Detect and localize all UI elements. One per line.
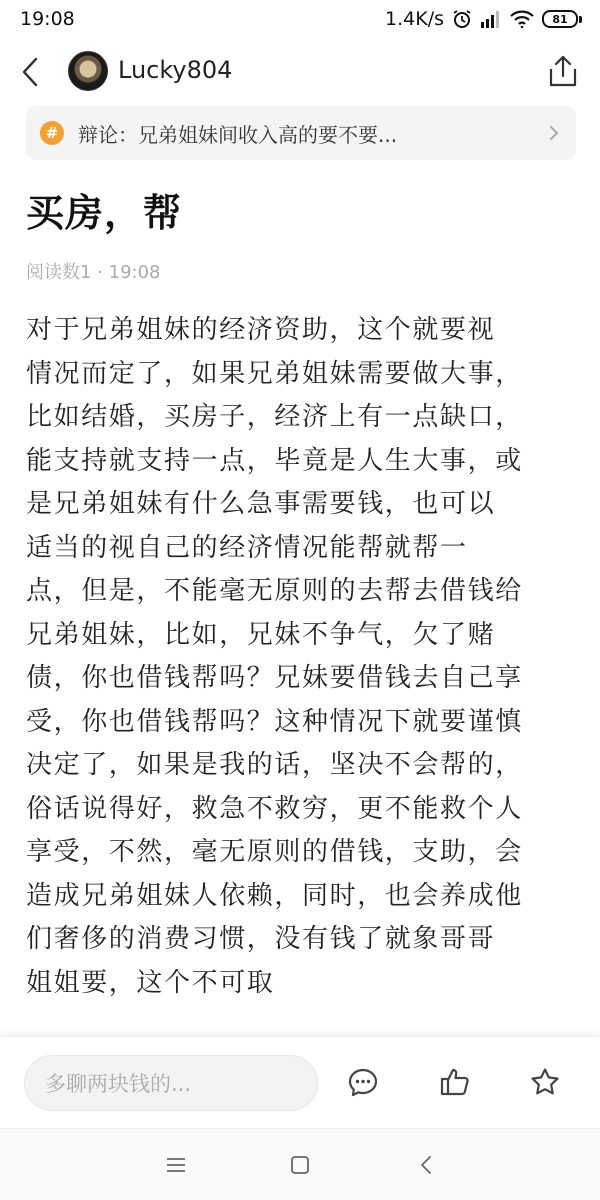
article-title: 买房，帮 [26, 191, 183, 235]
chevron-left-icon [21, 57, 39, 87]
article-line: 受，你也借钱帮吗？这种情况下就要谨慎 [26, 706, 523, 737]
avatar[interactable] [68, 51, 108, 91]
star-icon [529, 1066, 561, 1098]
back-button[interactable] [16, 54, 44, 90]
share-icon [548, 54, 578, 88]
article-line: 能支持就支持一点，毕竟是人生大事，或 [26, 445, 523, 476]
article-meta: 阅读数1 · 19:08 [26, 262, 161, 283]
home-nav-button[interactable] [288, 1153, 312, 1177]
favorite-button[interactable] [528, 1065, 562, 1099]
article-line: 比如结婚，买房子，经济上有一点缺口， [26, 402, 523, 432]
comment-button[interactable] [346, 1065, 380, 1099]
battery-tip [579, 16, 582, 23]
battery-level: 81 [542, 10, 578, 28]
article-line: 们奢侈的消费习惯，没有钱了就象哥哥 [26, 924, 496, 954]
article-body [26, 309, 578, 1037]
status-bar [0, 0, 600, 38]
status-time: 19:08 [20, 8, 75, 30]
share-button[interactable] [546, 52, 580, 90]
comment-input[interactable] [24, 1055, 318, 1111]
status-icons [385, 8, 582, 30]
article-line: 兄弟姐妹，比如，兄妹不争气，欠了赌 [26, 619, 496, 650]
thumbs-up-icon [439, 1066, 471, 1098]
wifi-icon [510, 10, 534, 28]
chevron-right-icon [546, 123, 562, 143]
article-line: 适当的视自己的经济情况能帮就帮一 [26, 532, 468, 563]
back-nav-button[interactable] [414, 1153, 438, 1177]
article-line: 享受，不然，毫无原则的借钱，支助，会 [26, 837, 523, 867]
bottom-action-bar [0, 1036, 600, 1128]
square-icon [290, 1155, 310, 1175]
alarm-icon [452, 9, 472, 29]
article-line: 情况而定了，如果兄弟姐妹需要做大事， [26, 358, 523, 389]
triangle-back-icon [419, 1155, 433, 1175]
system-nav-bar [0, 1128, 600, 1200]
article-line: 点，但是，不能毫无原则的去帮去借钱给 [26, 576, 523, 606]
menu-nav-button[interactable] [164, 1153, 188, 1177]
topic-banner[interactable] [26, 106, 576, 160]
article-line: 俗话说得好，救急不救穷，更不能救个人 [26, 793, 523, 824]
article-line: 是兄弟姐妹有什么急事需要钱，也可以 [26, 489, 496, 519]
comment-icon [347, 1066, 379, 1098]
menu-icon [166, 1156, 186, 1174]
signal-icon [480, 10, 502, 28]
topic-text: 辩论：兄弟姐妹间收入高的要不要... [78, 122, 398, 147]
article-line: 债，你也借钱帮吗？兄妹要借钱去自己享 [26, 663, 523, 693]
like-button[interactable] [438, 1065, 472, 1099]
battery-indicator [542, 10, 582, 28]
network-speed: 1.4K/s [385, 8, 444, 30]
username[interactable]: Lucky804 [118, 56, 233, 84]
hash-icon: # [40, 121, 64, 145]
article-line: 姐姐要，这个不可取 [26, 967, 275, 998]
comment-placeholder: 多聊两块钱的... [45, 1072, 192, 1096]
article-line: 决定了，如果是我的话，坚决不会帮的， [26, 750, 523, 780]
article-line: 对于兄弟姐妹的经济资助，这个就要视 [26, 315, 496, 345]
article-line: 造成兄弟姐妹人依赖，同时，也会养成他 [26, 880, 523, 911]
top-bar [0, 44, 600, 100]
